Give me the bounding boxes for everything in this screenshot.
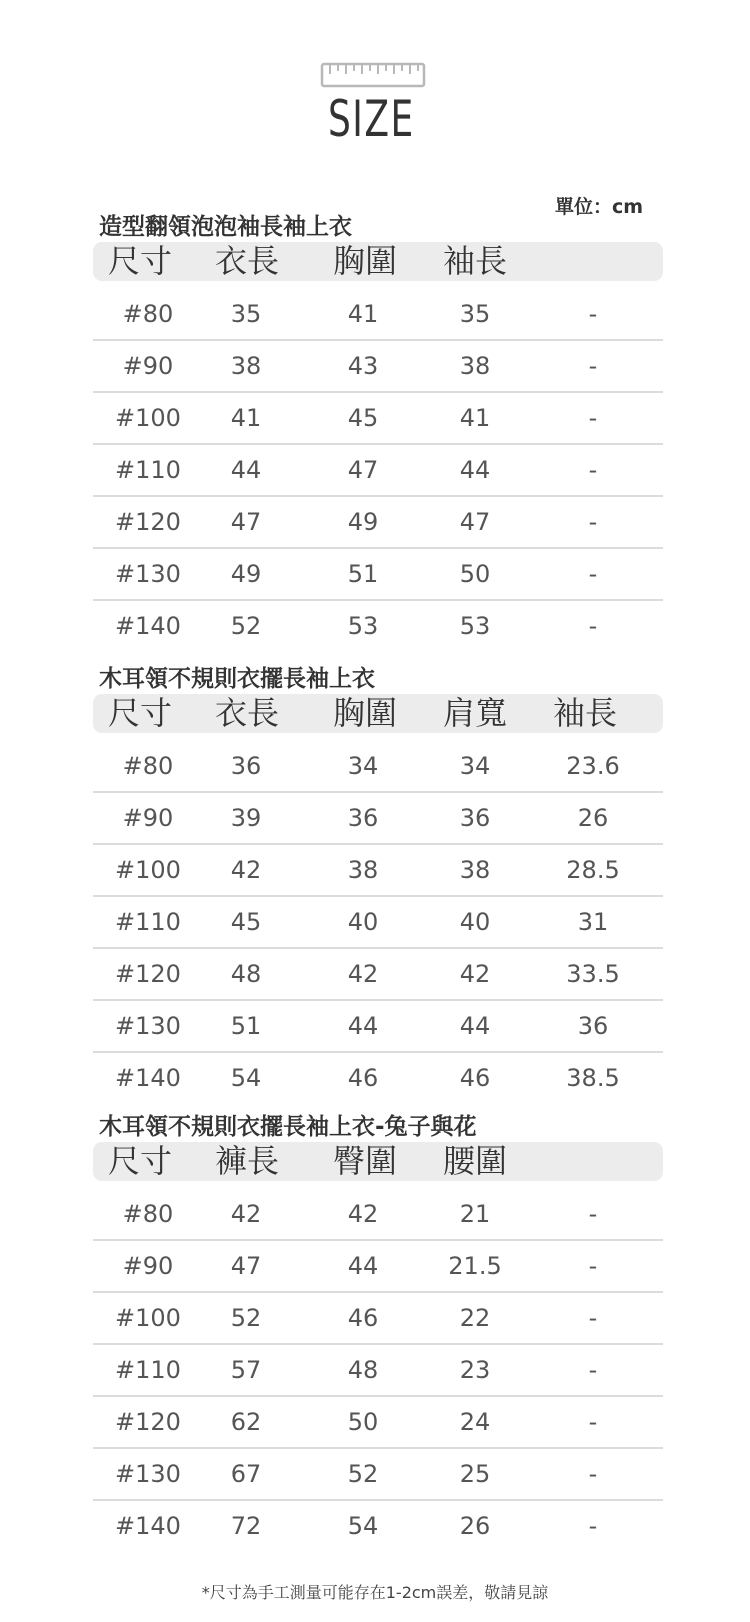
table-cell: #140 xyxy=(115,1064,181,1092)
table-cell: - xyxy=(588,612,598,640)
header-cell: 袖長 xyxy=(553,694,618,732)
table-row xyxy=(93,549,663,601)
table-cell: 47 xyxy=(230,1252,262,1280)
header-cell: 胸圍 xyxy=(333,694,398,732)
header-cell: 肩寬 xyxy=(443,694,508,732)
table-cell: #100 xyxy=(115,1304,181,1332)
table-cell: 53 xyxy=(347,612,379,640)
table-row xyxy=(93,1501,663,1551)
table-cell: 34 xyxy=(459,752,491,780)
table-cell: 45 xyxy=(347,404,379,432)
size-logo xyxy=(320,62,430,152)
table-cell: #120 xyxy=(115,960,181,988)
unit-label: 單位：cm xyxy=(554,196,643,218)
table-cell: 24 xyxy=(459,1408,491,1436)
table-cell: 42 xyxy=(347,1200,379,1228)
header-cell: 尺寸 xyxy=(108,1142,173,1180)
table-row xyxy=(93,393,663,445)
table-cell: 53 xyxy=(459,612,491,640)
header-cell: 尺寸 xyxy=(108,242,173,280)
table-cell: - xyxy=(588,560,598,588)
header-cell: 腰圍 xyxy=(443,1142,508,1180)
table-cell: 38 xyxy=(459,856,491,884)
table-cell: - xyxy=(588,1304,598,1332)
table-cell: 44 xyxy=(347,1252,379,1280)
table-cell: #90 xyxy=(122,804,174,832)
table-row xyxy=(93,1345,663,1397)
footnote: *尺寸為手工測量可能存在1-2cm誤差，敬請見諒 xyxy=(201,1583,549,1602)
table-cell: - xyxy=(588,508,598,536)
table-cell: 72 xyxy=(230,1512,262,1540)
table-row xyxy=(93,793,663,845)
table-cell: #140 xyxy=(115,612,181,640)
ruler-icon xyxy=(320,62,426,88)
table-row xyxy=(93,1189,663,1241)
table-cell: 52 xyxy=(230,1304,262,1332)
table-row xyxy=(93,949,663,1001)
table-cell: #110 xyxy=(115,1356,181,1384)
table-cell: - xyxy=(588,1512,598,1540)
table-cell: 54 xyxy=(347,1512,379,1540)
table-header xyxy=(93,1142,663,1181)
table-cell: 21.5 xyxy=(448,1252,502,1280)
table-cell: #140 xyxy=(115,1512,181,1540)
table-cell: 47 xyxy=(459,508,491,536)
table-cell: 44 xyxy=(230,456,262,484)
table-row xyxy=(93,601,663,651)
table-cell: 40 xyxy=(347,908,379,936)
table-cell: #130 xyxy=(115,560,181,588)
table-cell: 36 xyxy=(459,804,491,832)
table-cell: 23.6 xyxy=(566,752,620,780)
table-cell: 25 xyxy=(459,1460,491,1488)
table-row xyxy=(93,845,663,897)
section-title: 造型翻領泡泡袖長袖上衣 xyxy=(99,214,352,240)
table-row xyxy=(93,497,663,549)
table-header xyxy=(93,242,663,281)
section-title: 木耳領不規則衣擺長袖上衣 xyxy=(99,666,375,692)
table-row xyxy=(93,289,663,341)
table-row xyxy=(93,341,663,393)
table-cell: 47 xyxy=(230,508,262,536)
section-title: 木耳領不規則衣擺長袖上衣-兔子與花 xyxy=(99,1114,477,1140)
table-cell: 42 xyxy=(459,960,491,988)
table-cell: - xyxy=(588,404,598,432)
table-row xyxy=(93,1449,663,1501)
table-cell: #90 xyxy=(122,1252,174,1280)
table-cell: 38.5 xyxy=(566,1064,620,1092)
table-cell: 52 xyxy=(230,612,262,640)
table-cell: 41 xyxy=(347,300,379,328)
table-cell: 46 xyxy=(459,1064,491,1092)
table-cell: 34 xyxy=(347,752,379,780)
table-cell: #130 xyxy=(115,1460,181,1488)
table-cell: - xyxy=(588,1460,598,1488)
table-cell: 47 xyxy=(347,456,379,484)
table-cell: 46 xyxy=(347,1304,379,1332)
table-cell: 44 xyxy=(459,1012,491,1040)
table-cell: 51 xyxy=(347,560,379,588)
table-cell: #80 xyxy=(122,300,174,328)
table-row xyxy=(93,1293,663,1345)
table-cell: #100 xyxy=(115,856,181,884)
table-cell: 52 xyxy=(347,1460,379,1488)
header-cell: 胸圍 xyxy=(333,242,398,280)
table-cell: 51 xyxy=(230,1012,262,1040)
table-cell: 35 xyxy=(230,300,262,328)
table-cell: #130 xyxy=(115,1012,181,1040)
table-cell: - xyxy=(588,1356,598,1384)
table-cell: 22 xyxy=(459,1304,491,1332)
table-header xyxy=(93,694,663,733)
table-cell: 62 xyxy=(230,1408,262,1436)
table-cell: 43 xyxy=(347,352,379,380)
table-row xyxy=(93,1241,663,1293)
table-cell: #80 xyxy=(122,1200,174,1228)
header-cell: 褲長 xyxy=(215,1142,280,1180)
table-cell: 41 xyxy=(230,404,262,432)
table-cell: 44 xyxy=(347,1012,379,1040)
table-cell: 28.5 xyxy=(566,856,620,884)
table-cell: 36 xyxy=(347,804,379,832)
table-cell: #110 xyxy=(115,908,181,936)
table-cell: #100 xyxy=(115,404,181,432)
table-cell: - xyxy=(588,352,598,380)
table-cell: 33.5 xyxy=(566,960,620,988)
table-row xyxy=(93,741,663,793)
table-cell: 40 xyxy=(459,908,491,936)
table-cell: - xyxy=(588,1200,598,1228)
table-row xyxy=(93,897,663,949)
table-cell: 26 xyxy=(459,1512,491,1540)
table-row xyxy=(93,1053,663,1103)
size-table-1 xyxy=(93,212,663,651)
header-cell: 衣長 xyxy=(215,694,280,732)
table-cell: - xyxy=(588,300,598,328)
table-cell: 67 xyxy=(230,1460,262,1488)
table-cell: 50 xyxy=(459,560,491,588)
table-cell: 57 xyxy=(230,1356,262,1384)
header-cell: 尺寸 xyxy=(108,694,173,732)
table-cell: 35 xyxy=(459,300,491,328)
table-cell: 42 xyxy=(347,960,379,988)
table-cell: 21 xyxy=(459,1200,491,1228)
table-cell: 50 xyxy=(347,1408,379,1436)
table-cell: 45 xyxy=(230,908,262,936)
table-cell: 54 xyxy=(230,1064,262,1092)
table-cell: 26 xyxy=(577,804,609,832)
table-cell: #80 xyxy=(122,752,174,780)
header-cell: 衣長 xyxy=(215,242,280,280)
table-cell: 38 xyxy=(230,352,262,380)
table-cell: #120 xyxy=(115,508,181,536)
table-cell: 31 xyxy=(577,908,609,936)
header-cell: 袖長 xyxy=(443,242,508,280)
logo-text: SIZE xyxy=(328,90,415,148)
table-cell: 46 xyxy=(347,1064,379,1092)
table-row xyxy=(93,1001,663,1053)
table-cell: 42 xyxy=(230,856,262,884)
table-cell: 39 xyxy=(230,804,262,832)
table-cell: 48 xyxy=(347,1356,379,1384)
table-cell: #110 xyxy=(115,456,181,484)
table-cell: 49 xyxy=(347,508,379,536)
table-cell: - xyxy=(588,1252,598,1280)
table-cell: 49 xyxy=(230,560,262,588)
table-cell: #120 xyxy=(115,1408,181,1436)
table-cell: 36 xyxy=(577,1012,609,1040)
table-cell: 38 xyxy=(347,856,379,884)
table-cell: 42 xyxy=(230,1200,262,1228)
table-cell: #90 xyxy=(122,352,174,380)
table-cell: 36 xyxy=(230,752,262,780)
table-cell: - xyxy=(588,456,598,484)
table-cell: 44 xyxy=(459,456,491,484)
header-cell: 臀圍 xyxy=(333,1142,398,1180)
size-table-3 xyxy=(93,1112,663,1551)
table-cell: 38 xyxy=(459,352,491,380)
table-cell: 23 xyxy=(459,1356,491,1384)
table-cell: - xyxy=(588,1408,598,1436)
table-cell: 48 xyxy=(230,960,262,988)
table-cell: 41 xyxy=(459,404,491,432)
table-row xyxy=(93,1397,663,1449)
table-row xyxy=(93,445,663,497)
size-table-2 xyxy=(93,664,663,1103)
